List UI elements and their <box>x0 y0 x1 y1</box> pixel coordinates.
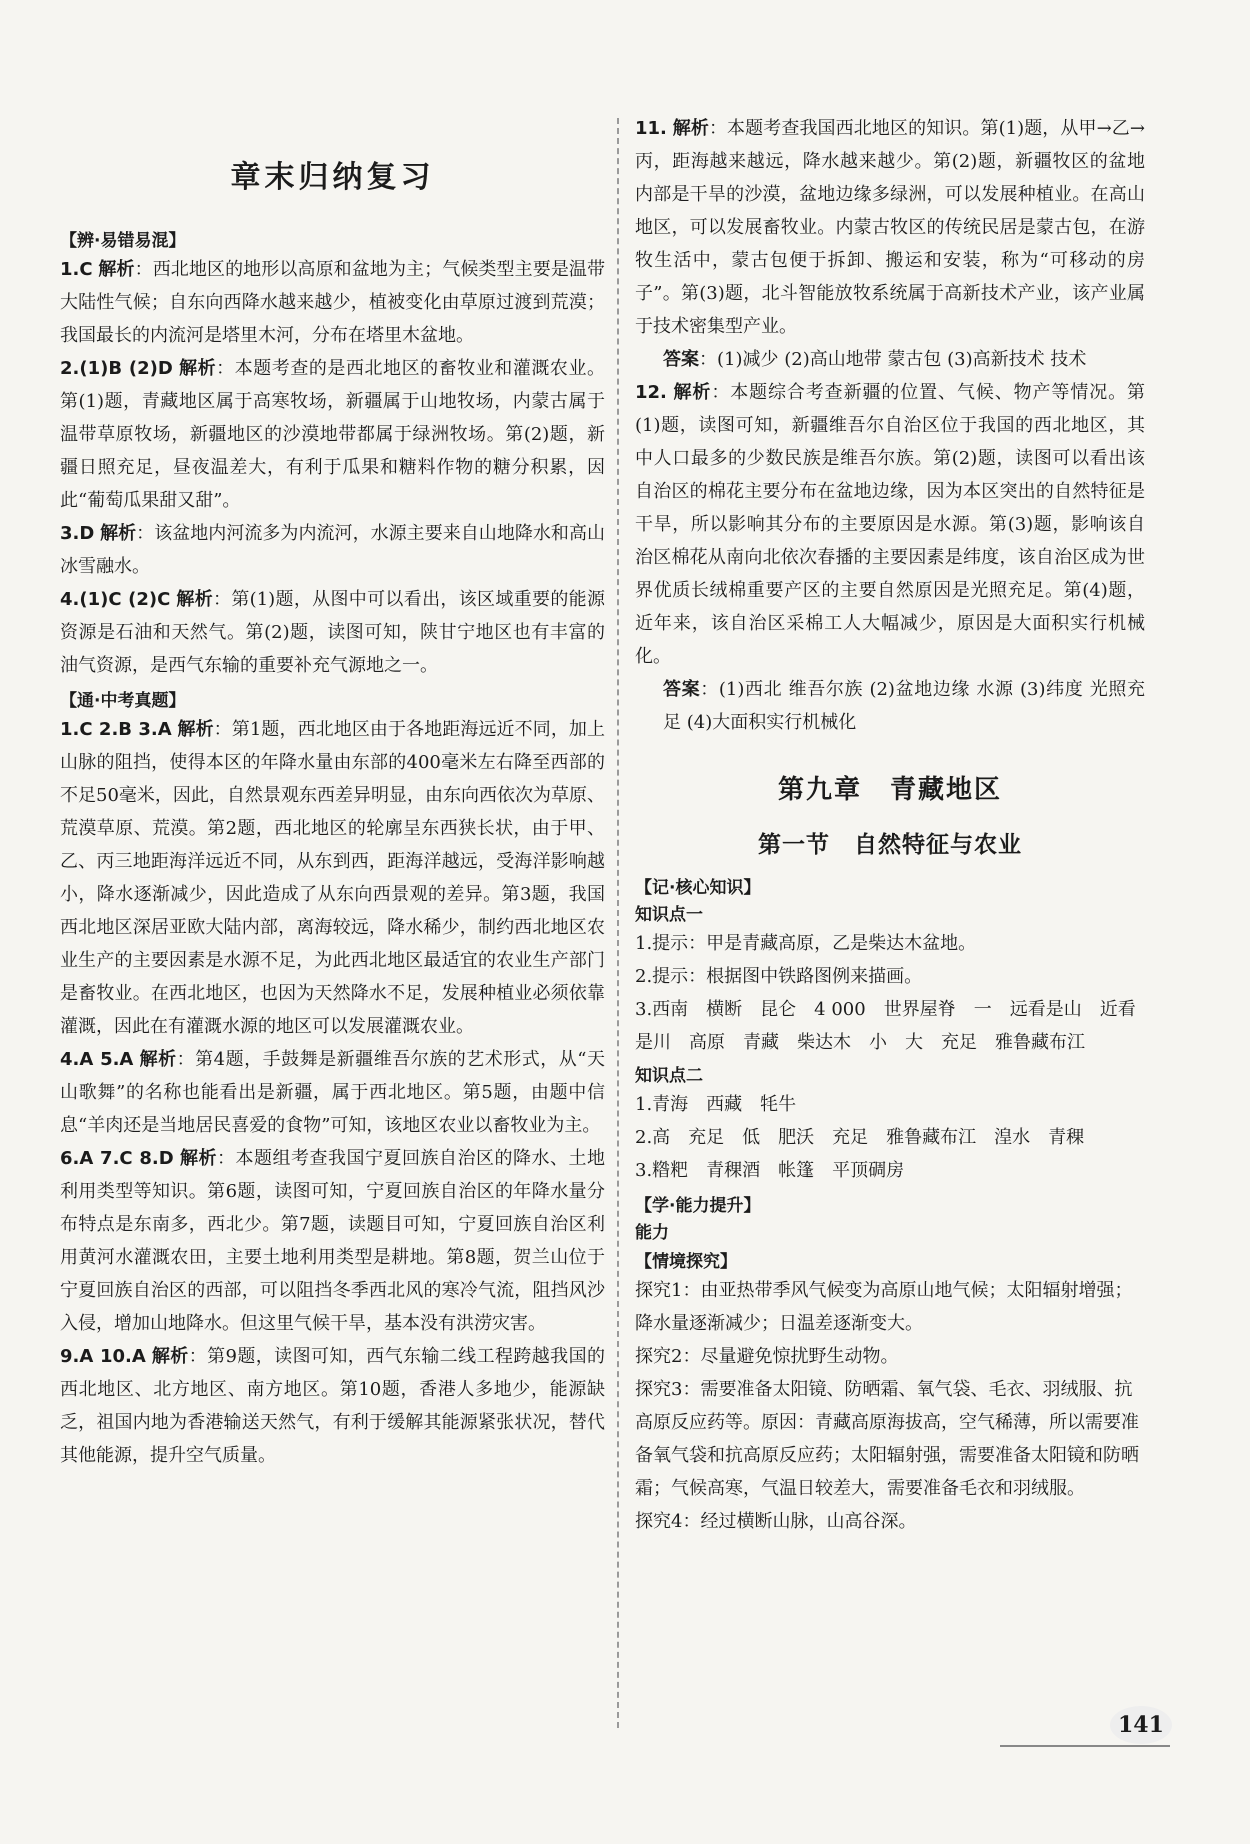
item-text: ：本题考查我国西北地区的知识。第(1)题，从甲→乙→丙，距海越来越远，降水越来越少。第(2)题，新疆牧区的盆地内部是干旱的沙漠，盆地边缘多绿洲，可以发展种植业。在高山地区，可以发展畜牧业。内蒙古牧区的传统民居是蒙古包，在游牧生活中，蒙古包便于拆卸、搬运和安装，称为“可移动的房子”。第(3)题，北斗智能放牧系统属于高新技术产业，该产业属于技术密集型产业。 <box>635 118 1145 337</box>
item-number: 2.(1)B (2)D <box>60 358 173 379</box>
item-text: ：西北地区的地形以高原和盆地为主；气候类型主要是温带大陆性气候；自东向西降水越来越少，植被变化由草原过渡到荒漠；我国最长的内流河是塔里木河，分布在塔里木盆地。 <box>60 259 606 346</box>
answer-item <box>60 352 605 517</box>
item-label: 解析 <box>179 358 217 379</box>
section-head-exam: 【通·中考真题】 <box>60 691 186 711</box>
item-number: 4.A 5.A <box>60 1049 134 1070</box>
section-head-mistakes: 【辨·易错易混】 <box>60 231 186 251</box>
answer-line <box>635 343 1145 376</box>
explore-line: 探究4：经过横断山脉，山高谷深。 <box>635 1511 917 1532</box>
explore-line: 探究2：尽量避免惊扰野生动物。 <box>635 1346 899 1367</box>
explore-line: 探究1：由亚热带季风气候变为高原山地气候；太阳辐射增强；降水量逐渐减少；日温差逐渐变大。 <box>635 1280 1133 1334</box>
answer-line <box>635 673 1145 739</box>
item-text: ：本题组考查我国宁夏回族自治区的降水、土地利用类型等知识。第6题，读图可知，宁夏回族自治区的年降水量分布特点是东南多，西北少。第7题，读题目可知，宁夏回族自治区利用黄河水灌溉农田，主要土地利用类型是耕地。第8题，贺兰山位于宁夏回族自治区的西部，可以阻挡冬季西北风的寒冷气流，阻挡风沙入侵，增加山地降水。但这里气候干旱，基本没有洪涝灾害。 <box>60 1148 606 1334</box>
page-number: 141 <box>1110 1706 1172 1744</box>
section-head-core: 【记·核心知识】 <box>635 878 761 898</box>
answer-item <box>60 1142 605 1340</box>
item-label: 解析 <box>176 589 214 610</box>
answer-item <box>635 376 1145 673</box>
answer-item <box>635 112 1145 343</box>
answer-item <box>60 583 605 682</box>
answer-item <box>60 517 605 583</box>
knowledge-point-1: 知识点一 <box>635 905 703 925</box>
item-label: 解析 <box>177 719 214 740</box>
chapter-title: 第九章 青藏地区 <box>777 775 1002 805</box>
kp1-line: 2.提示：根据图中铁路图例来描画。 <box>635 966 923 987</box>
item-text: ：本题综合考查新疆的位置、气候、物产等情况。第(1)题，读图可知，新疆维吾尔自治区位于我国的西北地区，其中人口最多的少数民族是维吾尔族。第(2)题，读图可以看出该自治区的棉花主要分布在盆地边缘，因为本区突出的自然特征是干旱，所以影响其分布的主要原因是水源。第(3)题，影响该自治区棉花从南向北依次春播的主要因素是纬度，该自治区成为世界优质长绒棉重要产区的主要自然原因是光照充足。第(4)题，近年来，该自治区采棉工人大幅减少，原因是大面积实行机械化。 <box>635 382 1146 667</box>
answer-item <box>60 1340 605 1472</box>
page-footer-line <box>1000 1745 1170 1747</box>
item-label: 解析 <box>673 382 712 403</box>
item-label: 解析 <box>151 1346 189 1367</box>
answer-text: ：(1)西北 维吾尔族 (2)盆地边缘 水源 (3)纬度 光照充足 (4)大面积实行机械化 <box>663 679 1146 733</box>
answer-label: 答案 <box>663 349 699 370</box>
column-divider <box>617 118 619 1728</box>
kp1-line: 3.西南 横断 昆仑 4 000 世界屋脊 一 远看是山 近看是川 高原 青藏 柴达木 小 大 充足 雅鲁藏布江 <box>635 999 1136 1053</box>
item-number: 11. <box>635 118 667 139</box>
item-number: 12. <box>635 382 667 403</box>
item-text: ：第(1)题，从图中可以看出，该区域重要的能源资源是石油和天然气。第(2)题，读图可知，陕甘宁地区也有丰富的油气资源，是西气东输的重要补充气源地之一。 <box>60 589 605 676</box>
section-head-explore: 【情境探究】 <box>635 1252 737 1272</box>
item-number: 6.A 7.C 8.D <box>60 1148 174 1169</box>
kp2-line: 1.青海 西藏 牦牛 <box>635 1094 797 1115</box>
item-text: ：该盆地内河流多为内流河，水源主要来自山地降水和高山冰雪融水。 <box>60 523 606 577</box>
ability-label: 能力 <box>635 1223 669 1243</box>
item-number: 9.A 10.A <box>60 1346 146 1367</box>
item-label: 解析 <box>100 523 137 544</box>
item-text: ：第9题，读图可知，西气东输二线工程跨越我国的西北地区、北方地区、南方地区。第10题，香港人多地少，能源缺乏，祖国内地为香港输送天然气，有利于缓解其能源紧张状况，替代其他能源，提升空气质量。 <box>60 1346 605 1466</box>
section-title: 第一节 自然特征与农业 <box>758 832 1022 858</box>
explore-line: 探究3：需要准备太阳镜、防晒霜、氧气袋、毛衣、羽绒服、抗高原反应药等。原因：青藏高原海拔高，空气稀薄，所以需要准备氧气袋和抗高原反应药；太阳辐射强，需要准备太阳镜和防晒霜；气候高寒，气温日较差大，需要准备毛衣和羽绒服。 <box>635 1379 1139 1499</box>
item-label: 解析 <box>139 1049 177 1070</box>
item-number: 4.(1)C (2)C <box>60 589 171 610</box>
item-label: 解析 <box>179 1148 217 1169</box>
section-head-ability: 【学·能力提升】 <box>635 1196 761 1216</box>
answer-item <box>60 1043 605 1142</box>
knowledge-point-2: 知识点二 <box>635 1066 703 1086</box>
item-number: 1.C <box>60 259 93 280</box>
answer-label: 答案 <box>663 679 701 700</box>
kp2-line: 3.糌粑 青稞酒 帐篷 平顶碉房 <box>635 1160 905 1181</box>
item-label: 解析 <box>98 259 135 280</box>
item-number: 1.C 2.B 3.A <box>60 719 172 740</box>
item-text: ：第4题，手鼓舞是新疆维吾尔族的艺术形式，从“天山歌舞”的名称也能看出是新疆，属于西北地区。第5题，由题中信息“羊肉还是当地居民喜爱的食物”可知，该地区农业以畜牧业为主。 <box>60 1049 606 1136</box>
left-column <box>60 112 605 1472</box>
item-text: ：本题考查的是西北地区的畜牧业和灌溉农业。第(1)题，青藏地区属于高寒牧场，新疆属于山地牧场，内蒙古属于温带草原牧场，新疆地区的沙漠地带都属于绿洲牧场。第(2)题，新疆日照充足，昼夜温差大，有利于瓜果和糖料作物的糖分积累，因此“葡萄瓜果甜又甜”。 <box>60 358 606 511</box>
item-text: ：第1题，西北地区由于各地距海远近不同，加上山脉的阻挡，使得本区的年降水量由东部的400毫米左右降至西部的不足50毫米，因此，自然景观东西差异明显，由东向西依次为草原、荒漠草原、荒漠。第2题，西北地区的轮廓呈东西狭长状，由于甲、乙、丙三地距海洋远近不同，从东到西，距海洋越远，受海洋影响越小，降水逐渐减少，因此造成了从东向西景观的差异。第3题，我国西北地区深居亚欧大陆内部，离海较远，降水稀少，制约西北地区农业生产的主要因素是水源不足，为此西北地区最适宜的农业生产部门是畜牧业。在西北地区，也因为天然降水不足，发展种植业必须依靠灌溉，因此在有灌溉水源的地区可以发展灌溉农业。 <box>60 719 606 1037</box>
answer-item <box>60 253 605 352</box>
page-title: 章末归纳复习 <box>230 160 435 195</box>
answer-item <box>60 713 605 1043</box>
right-column <box>635 112 1145 1538</box>
item-label: 解析 <box>672 118 709 139</box>
kp2-line: 2.高 充足 低 肥沃 充足 雅鲁藏布江 湟水 青稞 <box>635 1127 1085 1148</box>
kp1-line: 1.提示：甲是青藏高原，乙是柴达木盆地。 <box>635 933 977 954</box>
item-number: 3.D <box>60 523 95 544</box>
answer-text: ：(1)减少 (2)高山地带 蒙古包 (3)高新技术 技术 <box>699 349 1087 370</box>
